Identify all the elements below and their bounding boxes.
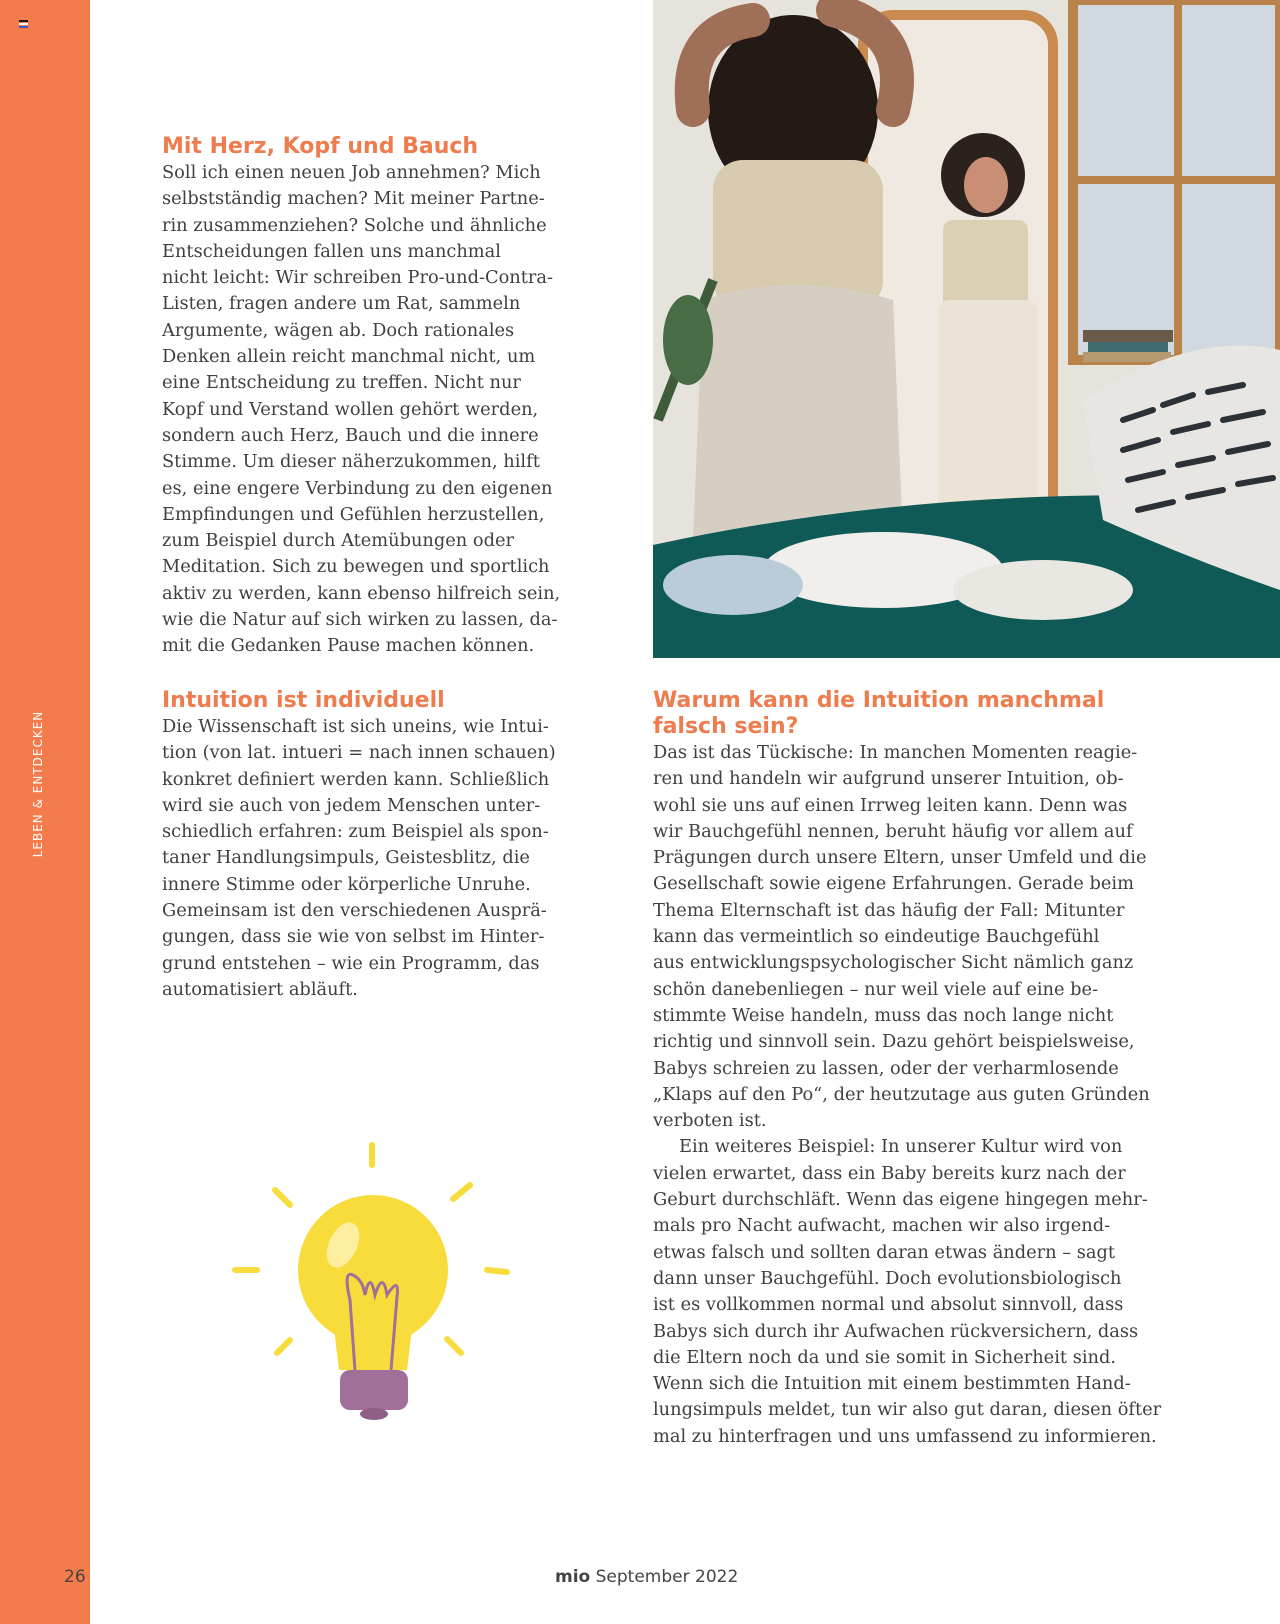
magazine-brand: mio (555, 1567, 591, 1587)
sidebar-stripe (0, 0, 90, 1624)
section-label: LEBEN & ENTDECKEN (31, 710, 45, 858)
photo-woman-mirror (653, 0, 1280, 658)
section-paragraph-2: Ein weiteres Beispiel: In unserer Kultur wird von vielen erwartet, dass ein Baby bereits kurz nach der Geburt durchschläft. Wenn das eigene hingegen mehr- mals pro Nacht aufwacht, machen wir also irgend- etwas falsch und sollten daran etwas ändern – sagt dann unser Bauchgefühl. Doch evolutionsbiologisch ist es vollkommen normal und absolut sinnvoll, dass Babys sich durch ihr Aufwachen rückversichern, dass die Eltern noch da und sie somit in Sicherheit sind. Wenn sich die Intuition mit einem bestimmten Hand- lungsimpuls meldet, tun wir also gut daran, diesen öfter mal zu hinterfragen und uns umfassend zu informieren. (653, 1136, 1162, 1447)
section-heading: Mit Herz, Kopf und Bauch (162, 134, 479, 159)
flag-icon (19, 20, 28, 27)
section-mit-herz (162, 134, 582, 660)
magazine-issue: September 2022 (595, 1567, 739, 1587)
section-text: Soll ich einen neuen Job annehmen? Mich selbstständig machen? Mit meiner Partne- rin zusammenziehen? Solche und ähnliche Entscheidungen fallen uns manchmal nicht leicht: Wir schreiben Pro-und-Contra- Listen, fragen andere um Rat, sammeln Argumente, wägen ab. Doch rationales Denken allein reicht manchmal nicht, um eine Entscheidung zu treffen. Nicht nur Kopf und Verstand wollen gehört werden, sondern auch Herz, Bauch und die innere Stimme. Um dieser näherzukommen, hilft es, eine engere Verbindung zu den eigenen Empfindungen und Gefühlen herzustellen, zum Beispiel durch Atemübungen oder Meditation. Sich zu bewegen und sportlich aktiv zu werden, kann ebenso hilfreich sein, wie die Natur auf sich wirken zu lassen, da- mit die Gedanken Pause machen können. (162, 162, 561, 657)
section-intuition-individuell (162, 688, 582, 1003)
photo-illustration (653, 0, 1280, 658)
section-heading: Intuition ist individuell (162, 688, 445, 713)
section-warum-falsch (653, 688, 1173, 1450)
section-heading: Warum kann die Intuition manchmal falsch sein? (653, 688, 1105, 739)
section-paragraph-1: Das ist das Tückische: In manchen Momenten reagie- ren und handeln wir aufgrund unserer Intuition, ob- wohl sie uns auf einen Irrweg leiten kann. Denn was wir Bauchgefühl nennen, beruht häufig vor allem auf Prägungen durch unsere Eltern, unser Umfeld und die Gesellschaft sowie eigene Erfahrungen. Gerade beim Thema Elternschaft ist das häufig der Fall: Mitunter kann das vermeintlich so eindeutige Bauchgefühl aus entwicklungspsychologischer Sicht nämlich ganz schön danebenliegen – nur weil viele auf eine be- stimmte Weise handeln, muss das noch lange nicht richtig und sinnvoll sein. Dazu gehört beispielsweise, Babys schreien zu lassen, oder der verharmlosende „Klaps auf den Po“, der heutzutage aus guten Gründen verboten ist. (653, 742, 1150, 1132)
section-text: Die Wissenschaft ist sich uneins, wie Intui- tion (von lat. intueri = nach innen schauen) konkret definiert werden kann. Schließlich wird sie auch von jedem Menschen unter- schiedlich erfahren: zum Beispiel als spon- taner Handlungsimpuls, Geistesblitz, die innere Stimme oder körperliche Unruhe. Gemeinsam ist den verschiedenen Ausprä- gungen, dass sie wie von selbst im Hinter- grund entstehen – wie ein Programm, das automatisiert abläuft. (162, 716, 556, 1000)
lightbulb-icon (225, 1135, 515, 1435)
page-number: 26 (64, 1567, 86, 1587)
